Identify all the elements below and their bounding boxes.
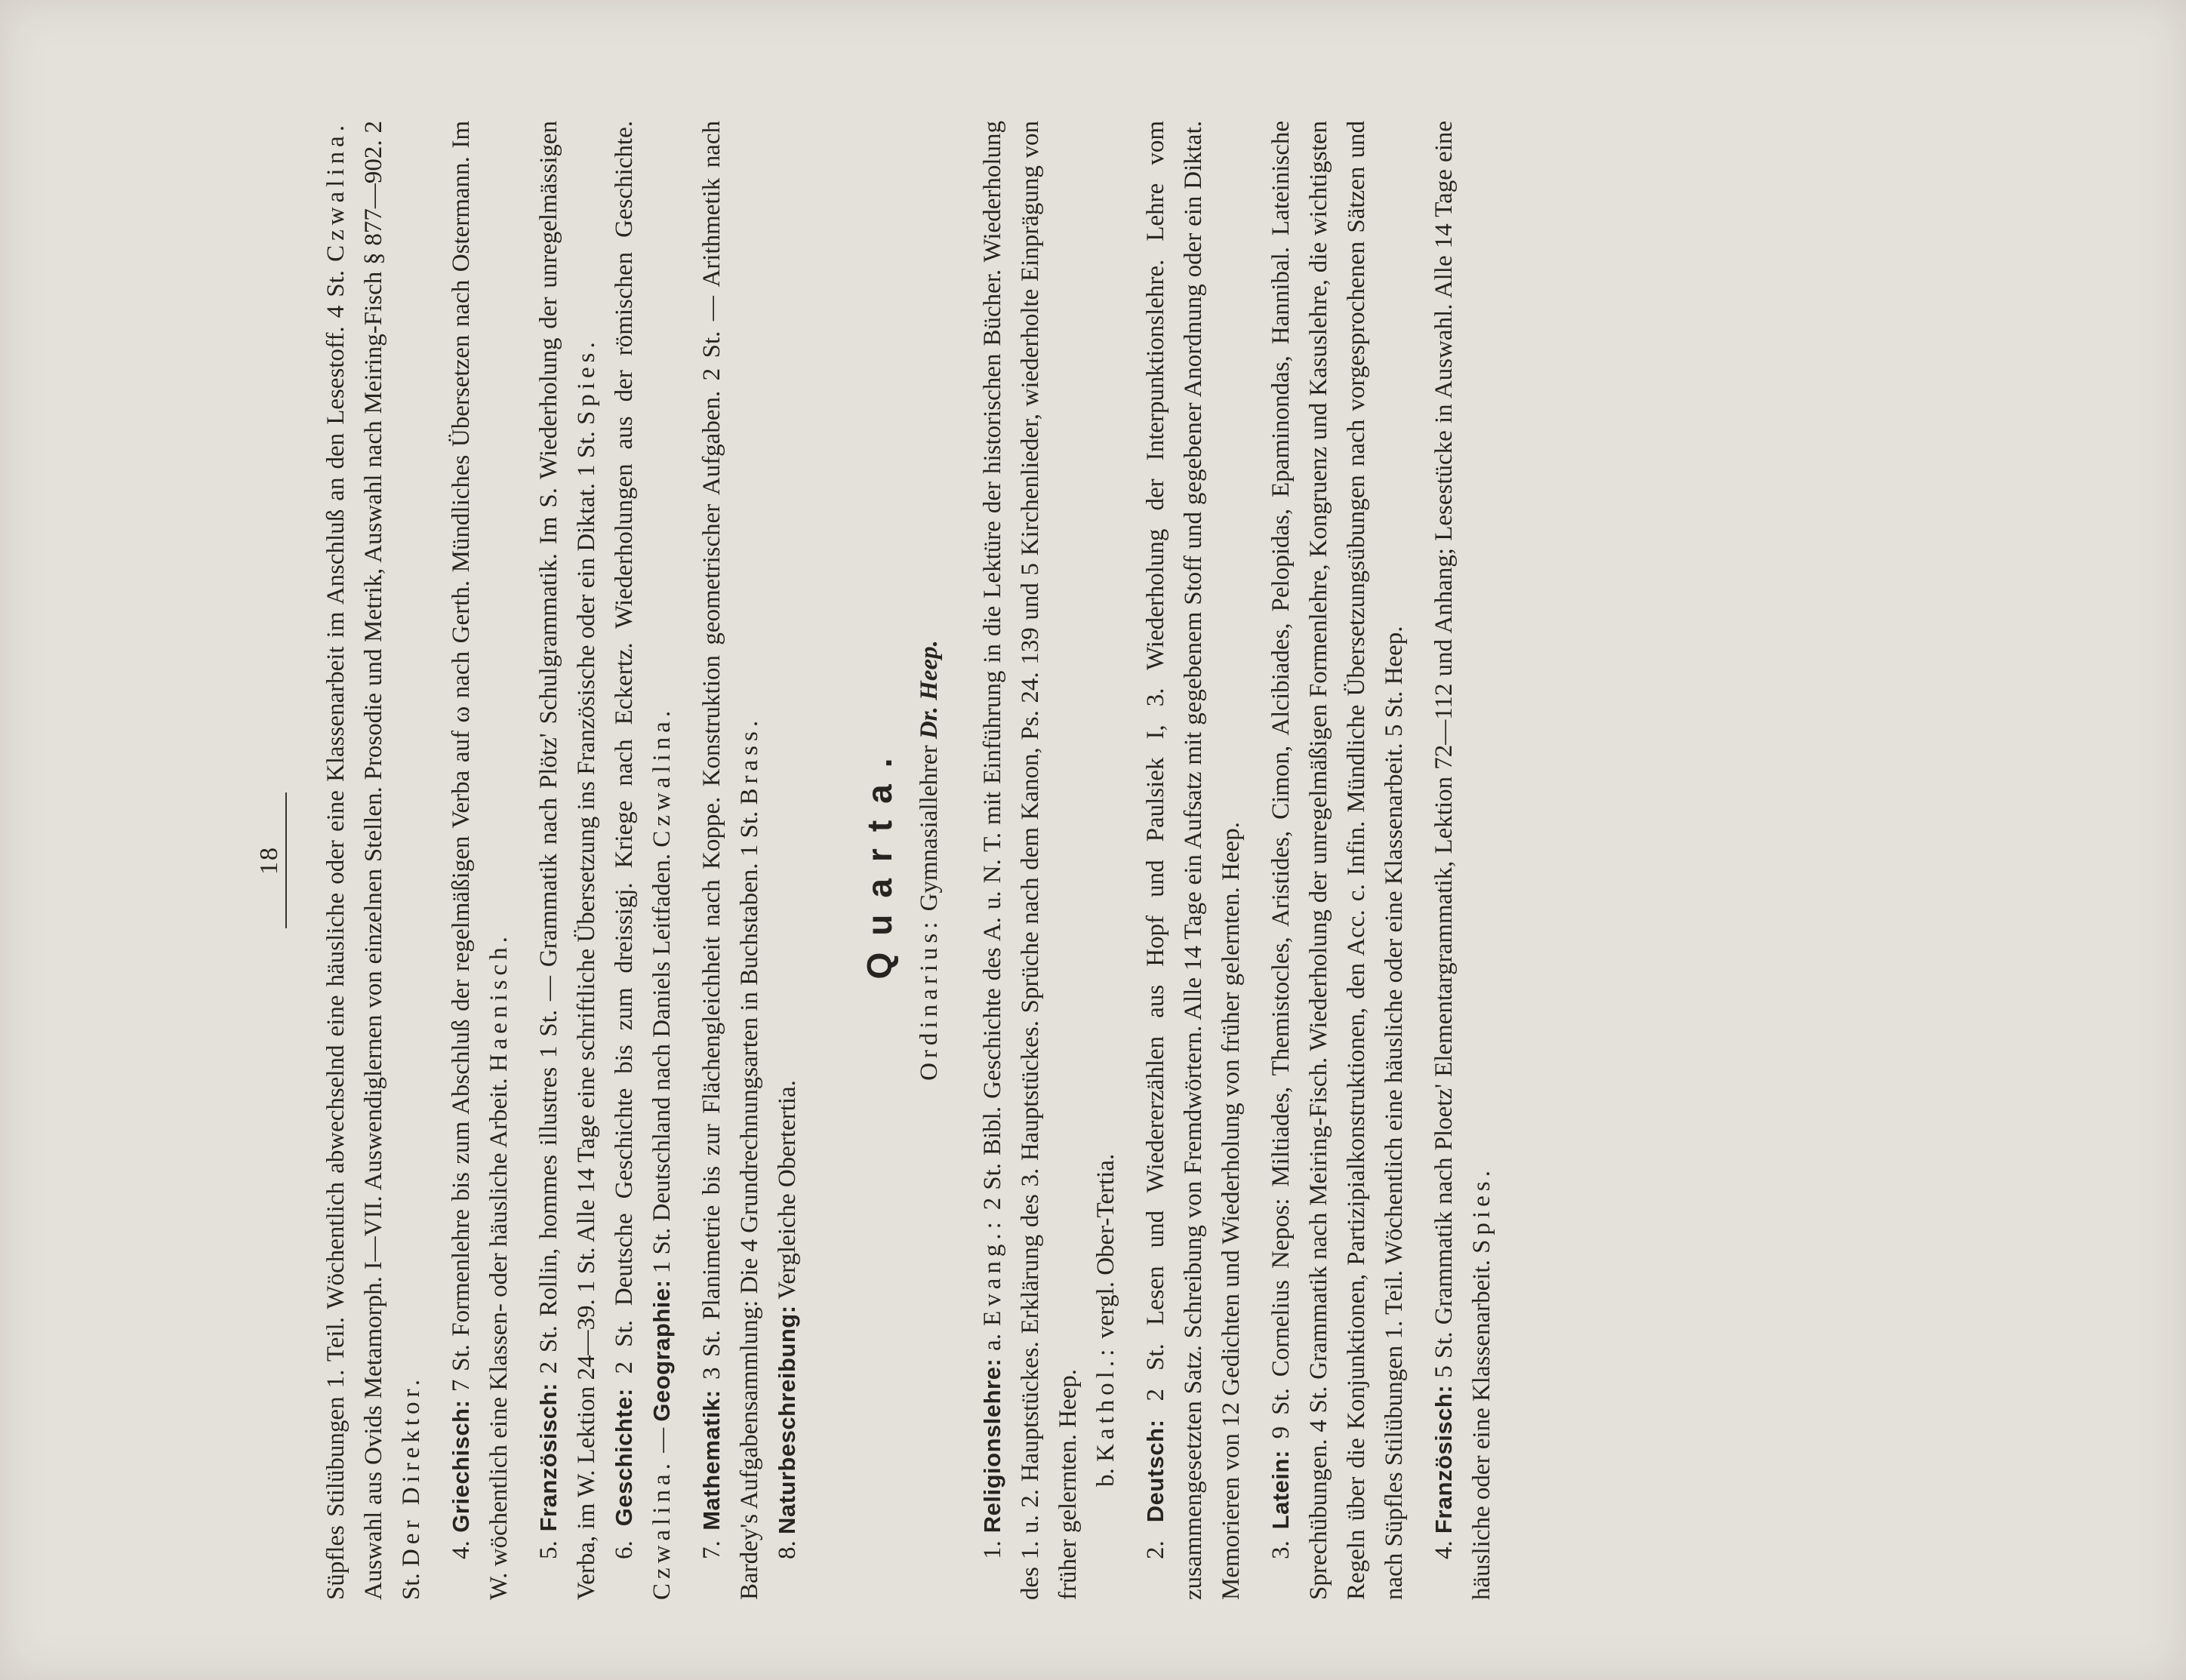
ordinarius-label: Ordinarius:: [916, 917, 943, 1081]
item-number: 7.: [698, 1540, 725, 1559]
item-number: 2.: [1142, 1540, 1169, 1559]
section-title: Quarta.: [860, 741, 899, 980]
subject-heading: Mathematik:: [698, 1389, 725, 1531]
teacher-name: Der Direktor.: [398, 1375, 425, 1567]
subject-heading: Naturbeschreibung:: [774, 1305, 800, 1534]
paragraph-text: 2 St. Rollin, hommes illustres 1 St. — Grammatik nach Plötz' Schulgrammatik. Im S. Wiederholung der unregelmässigen Verba, im W. Lektion 24—39. 1 St. Alle 14 Tage eine schriftliche Übersetzung ins Französische oder ein Diktat. 1 St.: [535, 120, 600, 1600]
item-number: 3.: [1267, 1540, 1295, 1559]
subject-paragraph-deutsch: [1137, 121, 1250, 1600]
subject-paragraph-geschichte: [605, 121, 681, 1600]
subject-paragraph-mathematik: [693, 121, 768, 1600]
page-number-rule: [285, 792, 287, 928]
denomination-label: Evang.:: [979, 1217, 1006, 1326]
item-number: 6.: [611, 1540, 638, 1559]
paragraph-text: 2 St. Deutsche Geschichte bis zum dreissigj. Kriege nach Eckertz. Wiederholungen aus der römischen Geschichte.: [611, 121, 638, 1389]
subject-heading: Geschichte:: [611, 1388, 637, 1527]
subject-heading: Latein:: [1267, 1450, 1294, 1530]
subject-heading: Religionslehre:: [979, 1358, 1005, 1534]
subject-heading: Geographie:: [648, 1279, 675, 1422]
teacher-name: Brass.: [736, 715, 763, 805]
paragraph-text: 2 St. Bibl. Geschichte des A. u. N. T. mit Einführung in die Lektüre der historischen Bücher. Wiederholung des 1. u. 2. Hauptstückes. Erklärung des 3. Hauptstückes. Sprüche nach dem Kanon, Ps. 24. 139 und 5 Kirchenlieder, wiederholte Einprägung von früher gelernten.: [979, 121, 1082, 1600]
page-number: 18: [255, 846, 283, 875]
paragraph-text: 5 St. Grammatik nach Ploetz' Elementargrammatik, Lektion 72—112 und Anhang; Lesestücke in Auswahl. Alle 14 Tage eine häusliche oder eine Klassenarbeit.: [1430, 120, 1495, 1600]
denomination-label: Kathol.:: [1092, 1344, 1119, 1462]
teacher-name: Spies.: [573, 337, 600, 426]
paragraph-text: 1 St. Deutschland nach Daniels Leitfaden.: [648, 847, 676, 1280]
teacher-name: Heep.: [1218, 822, 1245, 882]
subject-paragraph-latein: [1262, 121, 1413, 1600]
subject-paragraph-naturbeschreibung: [768, 121, 806, 1600]
paragraph-text: b.: [1092, 1462, 1119, 1487]
item-number: 4.: [1430, 1540, 1458, 1559]
subject-heading: Französisch:: [1430, 1384, 1457, 1534]
subject-heading: Französisch:: [535, 1383, 562, 1532]
continuation-paragraph: [317, 121, 430, 1600]
paragraph-text: vergl. Ober-Tertia.: [1092, 1153, 1119, 1345]
item-number: 1.: [979, 1540, 1006, 1559]
subject-paragraph-religionslehre: [974, 121, 1087, 1600]
paragraph-text: 2 St. Lesen und Wiedererzählen aus Hopf und Paulsiek I, 3. Wiederholung der Interpunktionslehre. Lehre vom zusammengesetzten Satz. Schreibung von Fremdwörtern. Alle 14 Tage ein Aufsatz mit gegebenem Stoff und gegebener Anordnung oder ein Diktat. Memorieren von 12 Gedichten und Wiederholung von früher gelernten.: [1142, 120, 1245, 1600]
teacher-name: Heep.: [1381, 626, 1408, 685]
ordinarius-line: [910, 121, 948, 1600]
paragraph-text: Auswahl aus Ovids Metamorph. I—VII. Auswendiglernen von einzelnen Stellen. Prosodie und Metrik, Auswahl nach Meiring-Fisch § 877—902. 2 St.: [360, 121, 425, 1600]
subject-paragraph-katholisch: [1087, 121, 1125, 1600]
paragraph-text: a.: [979, 1325, 1006, 1358]
ordinarius-name: Dr. Heep.: [916, 640, 943, 740]
teacher-name: Czwalina.: [648, 706, 676, 848]
subject-heading: Griechisch:: [448, 1399, 474, 1533]
teacher-name: Heep.: [1055, 1368, 1082, 1428]
item-number: 5.: [535, 1540, 562, 1559]
paragraph-text: 9 St. Cornelius Nepos: Miltiades, Themistocles, Aristides, Cimon, Alcibiades, Pelopidas, Epaminondas, Hannibal. Lateinische Sprechübungen. 4 St. Grammatik nach Meiring-Fisch. Wiederholung der unregelmäßigen Formenlehre, Kongruenz und Kasuslehre, die wichtigsten Regeln über die Konjunktionen, Partizipialkonstruktionen, den Acc. c. Infin. Mündliche Übersetzungsübungen nach vorgesprochenen Sätzen und nach Süpfles Stilübungen 1. Teil. Wöchentlich eine häusliche oder eine Klassenarbeit. 5 St.: [1267, 121, 1408, 1600]
subject-paragraph-franzoesisch: [530, 121, 605, 1600]
teacher-name: Czwalina.: [322, 121, 349, 262]
paragraph-text: Süpfles Stilübungen 1. Teil. Wöchentlich abwechselnd eine häusliche oder eine Klassenarbeit im Anschluß an den Lesestoff. 4 St.: [322, 261, 349, 1600]
subject-heading: Deutsch:: [1142, 1419, 1168, 1523]
teacher-name: Czwalina.: [648, 1459, 676, 1600]
document-page: [255, 121, 2006, 1600]
paragraph-text: 7 St. Formenlehre bis zum Abschluß der regelmäßigen Verba auf ω nach Gerth. Mündliches Übersetzen nach Ostermann. Im W. wöchentlich eine Klassen- oder häusliche Arbeit.: [448, 120, 513, 1600]
item-number: 4.: [448, 1540, 475, 1559]
ordinarius-text: Gymnasiallehrer: [916, 739, 943, 918]
subject-paragraph-griechisch: [442, 121, 518, 1600]
paragraph-text: Vergleiche Obertertia.: [774, 1080, 801, 1306]
item-number: 8.: [774, 1540, 801, 1559]
paragraph-text: 3 St. Planimetrie bis zur Flächengleichheit nach Koppe. Konstruktion geometrischer Aufgaben. 2 St. — Arithmetik nach Bardey's Aufgabensammlung: Die 4 Grundrechnungsarten in Buchstaben. 1 St.: [698, 120, 763, 1600]
teacher-name: Spies.: [1468, 1166, 1495, 1254]
paragraph-text: —: [648, 1421, 676, 1460]
teacher-name: Haenisch.: [485, 932, 513, 1072]
subject-paragraph-franzoesisch-quarta: [1425, 121, 1501, 1600]
